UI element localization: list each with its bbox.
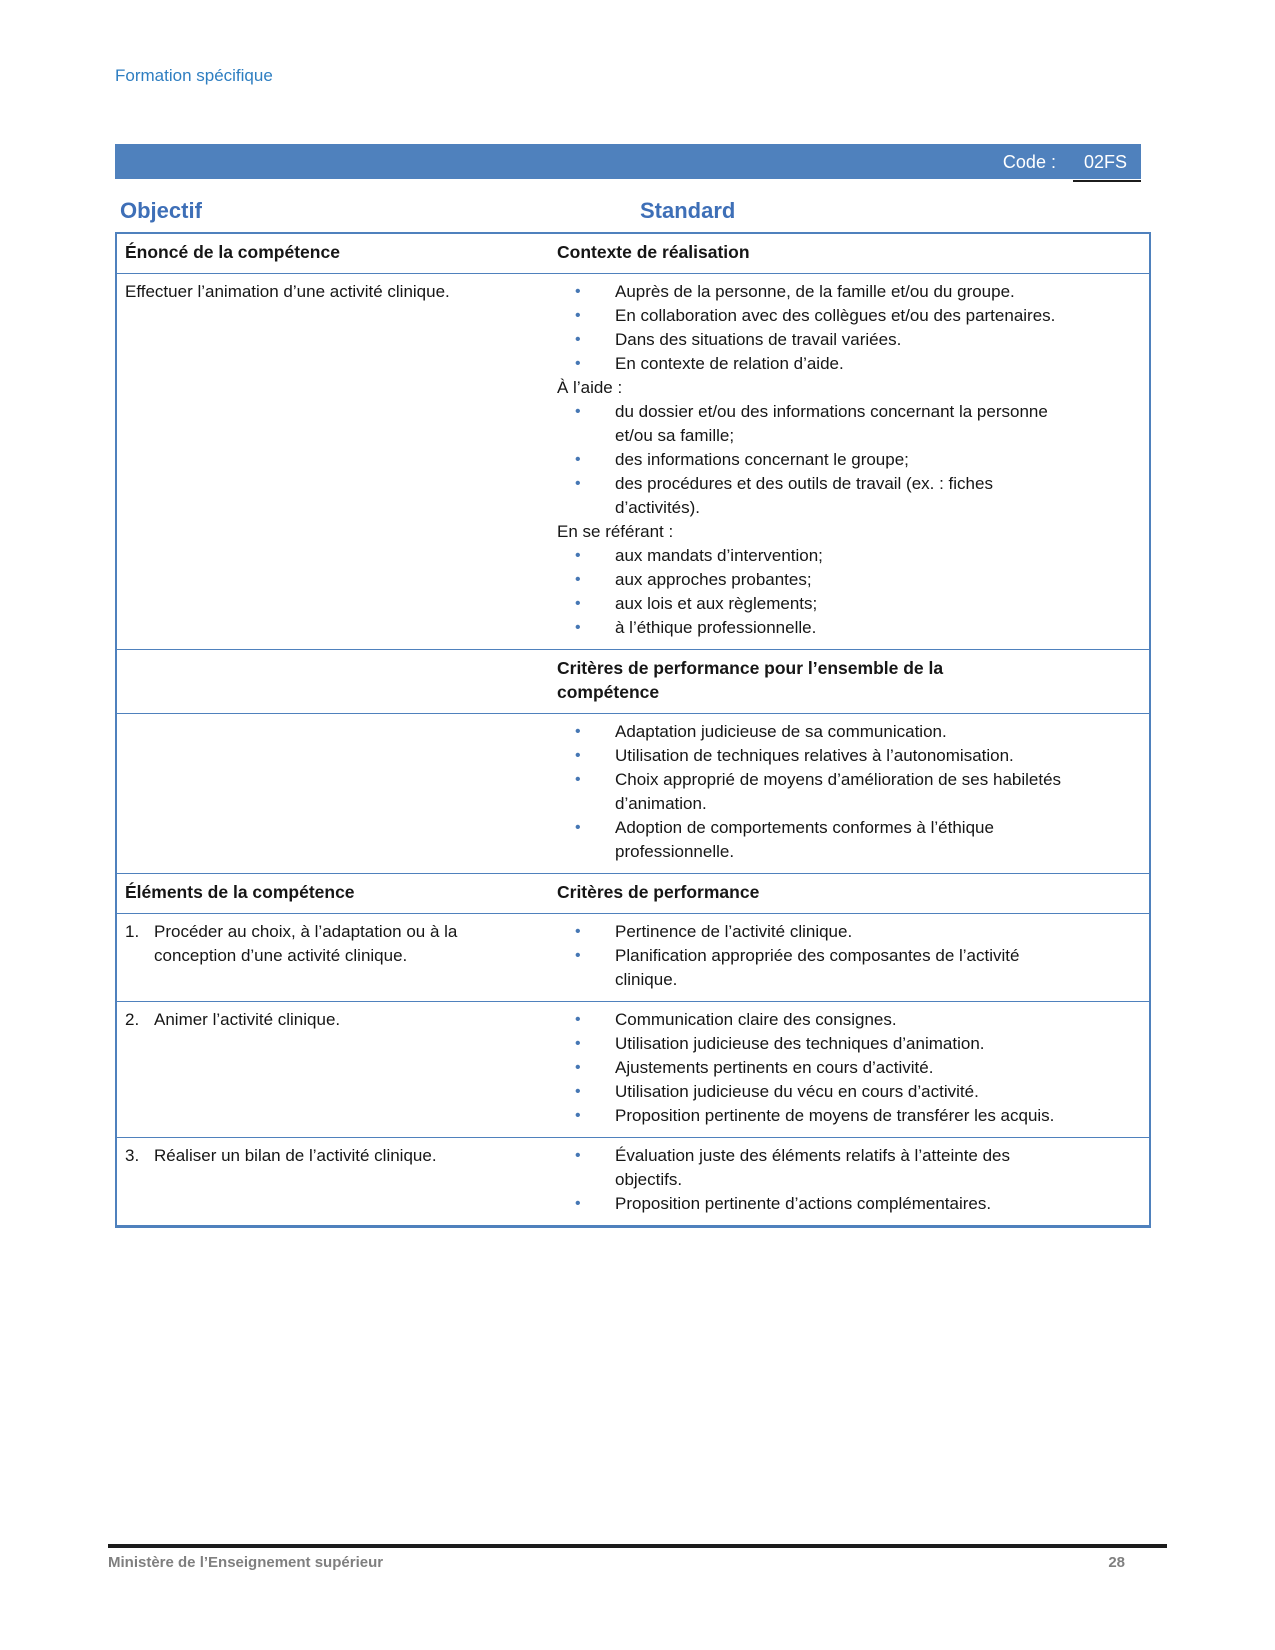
header-criteres: Critères de performance (557, 882, 760, 902)
bullet-icon: • (575, 475, 581, 492)
intro-line: En se référant : (557, 522, 674, 541)
footer-rule (108, 1544, 1167, 1548)
bullet-item (557, 352, 1139, 376)
bullet-text: aux lois et aux règlements; (615, 594, 818, 613)
bullet-icon: • (575, 571, 581, 588)
element-cell (117, 1138, 547, 1225)
header-elements: Éléments de la compétence (125, 882, 355, 902)
bullet-text: aux approches probantes; (615, 570, 812, 589)
bullet-item (557, 720, 1139, 744)
bullet-text: Dans des situations de travail variées. (615, 330, 902, 349)
empty-cell (117, 650, 547, 713)
criteres-cell (547, 1002, 1149, 1137)
element-number: 1. (125, 922, 140, 941)
bullet-icon: • (575, 355, 581, 372)
code-underline (1073, 180, 1141, 182)
element-text: Réaliser un bilan de l’activité clinique. (154, 1146, 437, 1165)
bullet-icon: • (575, 819, 581, 836)
header-enonce: Énoncé de la compétence (125, 242, 340, 262)
table-header-row-1 (117, 234, 1149, 273)
bullet-text: Utilisation judicieuse du vécu en cours d’activité. (615, 1082, 979, 1101)
bullet-item (557, 1144, 1139, 1192)
bullet-icon: • (575, 771, 581, 788)
bullet-text: aux mandats d’intervention; (615, 546, 823, 565)
bullet-item (557, 304, 1139, 328)
element-cell (117, 1002, 547, 1137)
page-footer (108, 1544, 1167, 1575)
code-banner (115, 144, 1141, 179)
bullet-item (557, 920, 1139, 944)
standard-title: Standard (640, 198, 736, 223)
criteres-ensemble-title-row (117, 649, 1149, 713)
element-text: Procéder au choix, à l’adaptation ou à la conception d’une activité clinique. (154, 922, 458, 965)
bullet-text: Adaptation judicieuse de sa communication. (615, 722, 947, 741)
criteres-ensemble-row (117, 713, 1149, 873)
bullet-item (557, 944, 1139, 992)
bullet-icon: • (575, 1059, 581, 1076)
bullet-text: Proposition pertinente de moyens de transférer les acquis. (615, 1106, 1055, 1125)
element-cell (117, 914, 547, 1001)
bullet-item (557, 472, 1139, 520)
bullet-text: En collaboration avec des collègues et/ou des partenaires. (615, 306, 1056, 325)
bullet-text: Auprès de la personne, de la famille et/ou du groupe. (615, 282, 1015, 301)
bullet-icon: • (575, 331, 581, 348)
bullet-item (557, 616, 1139, 640)
bullet-icon: • (575, 1147, 581, 1164)
contexte-row (117, 273, 1149, 649)
bullet-text: du dossier et/ou des informations concernant la personne et/ou sa famille; (615, 402, 1048, 445)
bullet-text: Adoption de comportements conformes à l’éthique professionnelle. (615, 818, 994, 861)
bullet-text: Choix approprié de moyens d’amélioration de ses habiletés d’animation. (615, 770, 1062, 813)
table-header-row-2 (117, 873, 1149, 913)
bullet-item (557, 1032, 1139, 1056)
header-contexte: Contexte de réalisation (557, 242, 750, 262)
bullet-text: à l’éthique professionnelle. (615, 618, 817, 637)
bullet-icon: • (575, 451, 581, 468)
criteres-cell (547, 914, 1149, 1001)
bullet-icon: • (575, 747, 581, 764)
objectif-title: Objectif (120, 198, 202, 223)
bullet-text: Communication claire des consignes. (615, 1010, 897, 1029)
element-text: Animer l’activité clinique. (154, 1010, 341, 1029)
bullet-text: Utilisation judicieuse des techniques d’animation. (615, 1034, 985, 1053)
bullet-icon: • (575, 403, 581, 420)
bullet-item (557, 568, 1139, 592)
bullet-icon: • (575, 723, 581, 740)
section-label: Formation spécifique (115, 66, 273, 85)
bullet-icon: • (575, 547, 581, 564)
contexte-cell (547, 274, 1149, 649)
bullet-icon: • (575, 923, 581, 940)
bullet-text: Utilisation de techniques relatives à l’autonomisation. (615, 746, 1014, 765)
bullet-item (557, 1104, 1139, 1128)
element-row-3 (117, 1137, 1149, 1225)
criteres-ensemble-cell (547, 714, 1149, 873)
bullet-icon: • (575, 1035, 581, 1052)
bullet-item (557, 400, 1139, 448)
bullet-icon: • (575, 283, 581, 300)
element-row-1 (117, 913, 1149, 1001)
bullet-item (557, 1192, 1139, 1216)
bullet-text: Évaluation juste des éléments relatifs à l’atteinte des objectifs. (615, 1146, 1011, 1189)
intro-line: À l’aide : (557, 378, 623, 397)
bullet-text: Planification appropriée des composantes de l’activité clinique. (615, 946, 1020, 989)
element-number: 3. (125, 1146, 140, 1165)
bullet-icon: • (575, 947, 581, 964)
bullet-item (557, 592, 1139, 616)
bullet-icon: • (575, 307, 581, 324)
empty-cell (117, 714, 547, 873)
criteres-ensemble-title: Critères de performance pour l’ensemble de la compétence (557, 658, 944, 702)
bullet-item (557, 744, 1139, 768)
bullet-item (557, 328, 1139, 352)
bullet-item (557, 1008, 1139, 1032)
bullet-icon: • (575, 1107, 581, 1124)
bullet-item (557, 768, 1139, 816)
bullet-text: des procédures et des outils de travail (ex. : fiches d’activités). (615, 474, 993, 517)
bullet-text: En contexte de relation d’aide. (615, 354, 844, 373)
bullet-text: Ajustements pertinents en cours d’activité. (615, 1058, 934, 1077)
code-label: Code : (1002, 151, 1056, 172)
bullet-text: Proposition pertinente d’actions complémentaires. (615, 1194, 992, 1213)
column-titles (120, 199, 1275, 223)
bullet-item (557, 816, 1139, 864)
element-number: 2. (125, 1010, 140, 1029)
bullet-icon: • (575, 1011, 581, 1028)
code-value: 02FS (1083, 151, 1127, 172)
criteres-cell (547, 1138, 1149, 1225)
bullet-item (557, 1056, 1139, 1080)
footer-ministry: Ministère de l’Enseignement supérieur (108, 1554, 384, 1571)
page-number: 28 (1108, 1554, 1125, 1571)
bullet-icon: • (575, 595, 581, 612)
competency-table (115, 232, 1151, 1228)
bullet-item (557, 1080, 1139, 1104)
bullet-icon: • (575, 1083, 581, 1100)
element-row-2 (117, 1001, 1149, 1137)
bullet-item (557, 280, 1139, 304)
bullet-icon: • (575, 619, 581, 636)
bullet-item (557, 448, 1139, 472)
bullet-item (557, 544, 1139, 568)
enonce-cell: Effectuer l’animation d’une activité clinique. (125, 282, 450, 301)
bullet-text: des informations concernant le groupe; (615, 450, 909, 469)
bullet-text: Pertinence de l’activité clinique. (615, 922, 853, 941)
bullet-icon: • (575, 1195, 581, 1212)
